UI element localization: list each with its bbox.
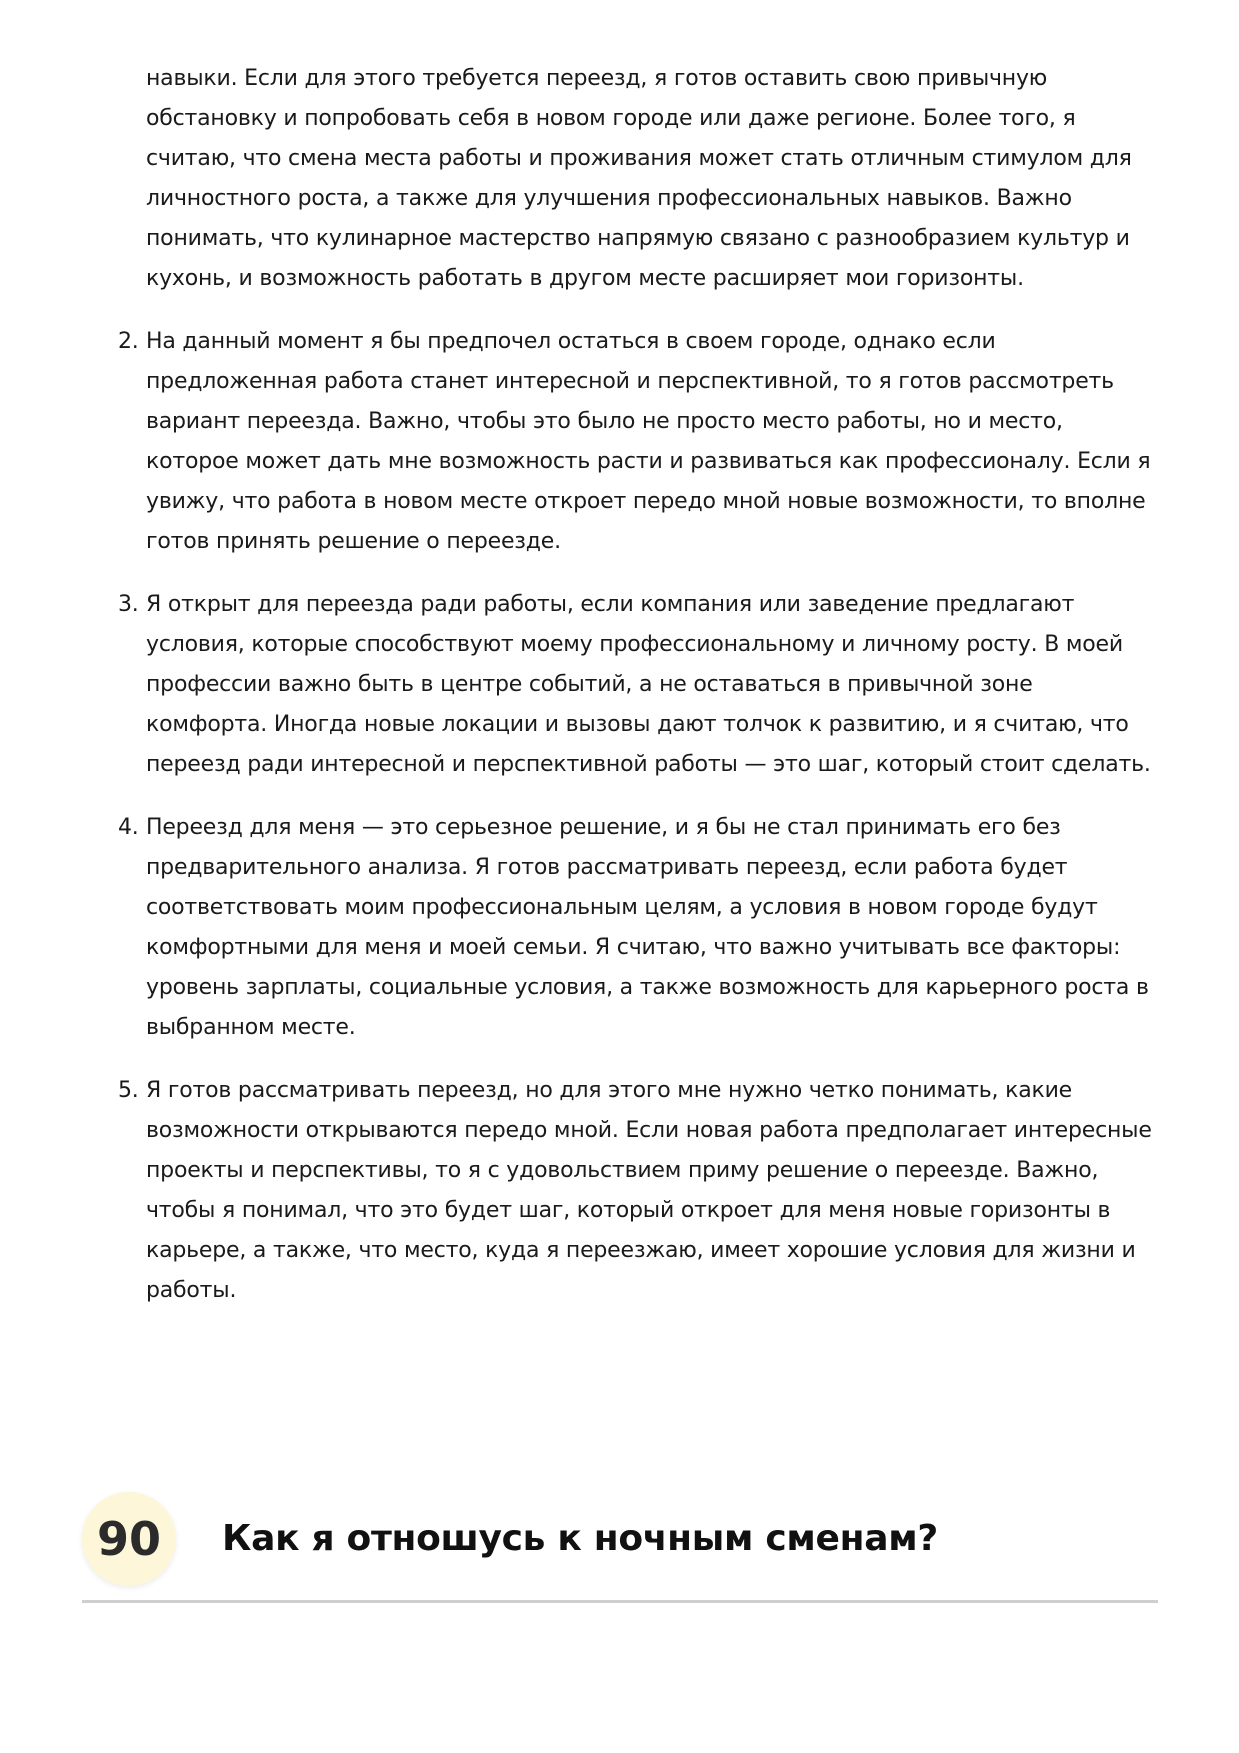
text-line: предложенная работа станет интересной и перспективной, то я готов рассмотреть — [146, 369, 1114, 394]
text-line: готов принять решение о переезде. — [146, 529, 561, 554]
text-line: навыки. Если для этого требуется переезд, я готов оставить свою привычную — [146, 66, 1048, 91]
text-line: предварительного анализа. Я готов рассматривать переезд, если работа будет — [146, 855, 1068, 880]
question-number-badge: 90 — [82, 1492, 176, 1586]
text-line: которое может дать мне возможность расти и развиваться как профессионалу. Если я — [146, 449, 1151, 474]
list-item — [0, 59, 1239, 299]
text-line: проекты и перспективы, то я с удовольствием приму решение о переезде. Важно, — [146, 1158, 1099, 1183]
text-line: Я готов рассматривать переезд, но для этого мне нужно четко понимать, какие — [146, 1078, 1073, 1103]
text-line: соответствовать моим профессиональным целям, а условия в новом городе будут — [146, 895, 1098, 920]
text-line: условия, которые способствуют моему профессиональному и личному росту. В моей — [146, 632, 1123, 657]
text-line: чтобы я понимал, что это будет шаг, который откроет для меня новые горизонты в — [146, 1198, 1111, 1223]
text-line: понимать, что кулинарное мастерство напрямую связано с разнообразием культур и — [146, 226, 1130, 251]
answer-list — [0, 59, 1239, 1334]
list-item-number: 2. — [118, 329, 139, 354]
list-item-number: 4. — [118, 815, 139, 840]
question-title: Как я отношусь к ночным сменам? — [222, 1518, 938, 1559]
text-line: Я открыт для переезда ради работы, если компания или заведение предлагают — [146, 592, 1075, 617]
text-line: увижу, что работа в новом месте откроет передо мной новые возможности, то вполне — [146, 489, 1146, 514]
list-item — [0, 322, 1239, 562]
text-line: возможности открываются передо мной. Если новая работа предполагает интересные — [146, 1118, 1152, 1143]
text-line: комфортными для меня и моей семьи. Я считаю, что важно учитывать все факторы: — [146, 935, 1121, 960]
text-line: переезд ради интересной и перспективной работы — это шаг, который стоит сделать. — [146, 752, 1151, 777]
list-item — [0, 808, 1239, 1048]
text-line: работы. — [146, 1278, 237, 1303]
text-line: кухонь, и возможность работать в другом месте расширяет мои горизонты. — [146, 266, 1024, 291]
text-line: карьере, а также, что место, куда я переезжаю, имеет хорошие условия для жизни и — [146, 1238, 1136, 1263]
text-line: Переезд для меня — это серьезное решение, и я бы не стал принимать его без — [146, 815, 1061, 840]
text-line: профессии важно быть в центре событий, а не оставаться в привычной зоне — [146, 672, 1033, 697]
list-item — [0, 1071, 1239, 1311]
list-item-number: 5. — [118, 1078, 139, 1103]
text-line: обстановку и попробовать себя в новом городе или даже регионе. Более того, я — [146, 106, 1076, 131]
text-line: вариант переезда. Важно, чтобы это было не просто место работы, но и место, — [146, 409, 1063, 434]
text-line: выбранном месте. — [146, 1015, 356, 1040]
next-question-header — [82, 1492, 1158, 1603]
text-line: уровень зарплаты, социальные условия, а также возможность для карьерного роста в — [146, 975, 1149, 1000]
list-item — [0, 585, 1239, 785]
text-line: считаю, что смена места работы и проживания может стать отличным стимулом для — [146, 146, 1132, 171]
text-line: личностного роста, а также для улучшения профессиональных навыков. Важно — [146, 186, 1072, 211]
list-item-number: 3. — [118, 592, 139, 617]
text-line: На данный момент я бы предпочел остаться в своем городе, однако если — [146, 329, 996, 354]
text-line: комфорта. Иногда новые локации и вызовы дают толчок к развитию, и я считаю, что — [146, 712, 1129, 737]
